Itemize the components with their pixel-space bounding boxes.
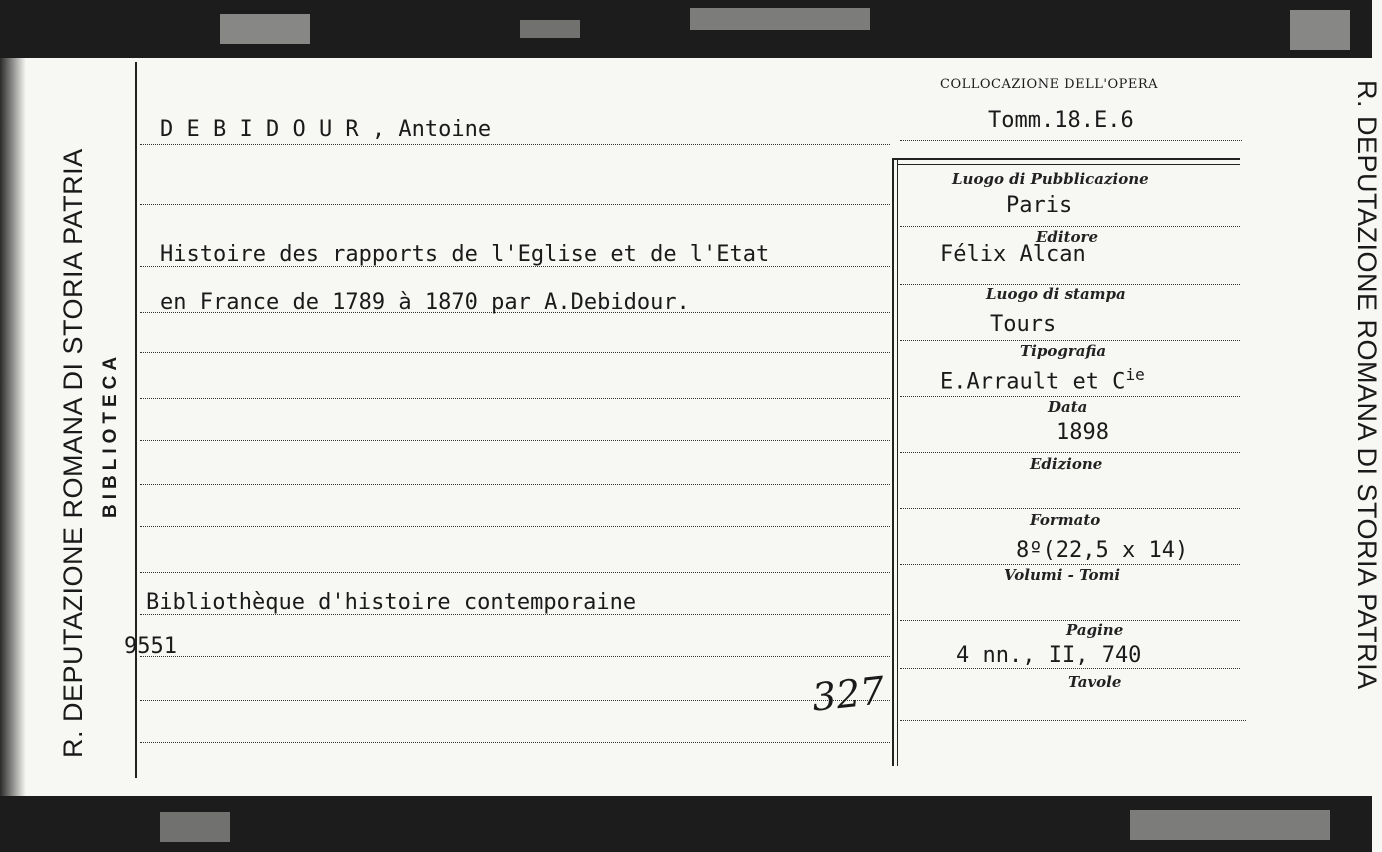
rule-line (900, 564, 1240, 565)
rule-line (140, 742, 890, 743)
pagine-label: Pagine (1066, 621, 1124, 639)
right-panel-rule (892, 158, 894, 766)
editore-value: Félix Alcan (940, 242, 1086, 267)
right-panel-top-rule (892, 158, 1240, 160)
rule-line (140, 440, 890, 441)
series-title: Bibliothèque d'histoire contemporaine (146, 590, 637, 615)
rule-line (900, 720, 1246, 721)
rule-line (900, 226, 1240, 227)
formato-label: Formato (1030, 511, 1101, 529)
rule-line (900, 668, 1240, 669)
rule-line (140, 700, 890, 701)
rule-line (140, 484, 890, 485)
tipografia-value (940, 365, 1145, 394)
tipografia-text: E.Arrault et C (940, 369, 1126, 395)
institution-vertical-left: R. DEPUTAZIONE ROMANA DI STORIA PATRIA (58, 148, 88, 758)
rule-line (900, 396, 1240, 397)
institution-vertical-right: R. DEPUTAZIONE ROMANA DI STORIA PATRIA (1352, 80, 1382, 690)
scan-shadow-left (0, 58, 26, 796)
collocazione-value: Tomm.18.E.6 (988, 108, 1134, 133)
tipografia-label: Tipografia (1020, 342, 1107, 360)
handwritten-number: 327 (809, 668, 887, 720)
rule-line (900, 508, 1240, 509)
rule-line (900, 452, 1240, 453)
title-line-1: Histoire des rapports de l'Eglise et de l'Etat (160, 242, 770, 267)
luogo-pubblicazione-value: Paris (1006, 193, 1073, 218)
data-label: Data (1048, 398, 1088, 416)
right-panel-top-rule-inner (897, 164, 1240, 165)
rule-line (140, 352, 890, 353)
edizione-label: Edizione (1030, 455, 1103, 473)
formato-value: 8º(22,5 x 14) (1016, 538, 1189, 563)
rule-line (900, 340, 1240, 341)
pagine-value: 4 nn., II, 740 (956, 643, 1142, 668)
collocazione-label: COLLOCAZIONE DELL'OPERA (940, 77, 1159, 92)
left-margin-rule (135, 62, 137, 778)
rule-line (140, 398, 890, 399)
rule-line (140, 656, 890, 657)
luogo-stampa-value: Tours (990, 312, 1057, 337)
rule-line (900, 140, 1242, 141)
rule-line (140, 144, 890, 145)
tavole-label: Tavole (1068, 673, 1122, 691)
scan-border-top (0, 0, 1372, 58)
scan-border-bottom (0, 796, 1372, 852)
rule-line (140, 526, 890, 527)
biblioteca-vertical-label: BIBLIOTECA (100, 351, 121, 518)
editore-label: Editore (1036, 228, 1098, 246)
volumi-label: Volumi - Tomi (1004, 566, 1121, 584)
author-name: D E B I D O U R , Antoine (160, 117, 492, 142)
rule-line (140, 572, 890, 573)
data-value: 1898 (1056, 420, 1109, 445)
inventory-number: 9551 (124, 634, 177, 659)
luogo-stampa-label: Luogo di stampa (986, 285, 1126, 303)
right-panel-rule-inner (897, 158, 898, 766)
rule-line (140, 204, 890, 205)
luogo-pubblicazione-label: Luogo di Pubblicazione (952, 170, 1149, 188)
tipografia-superscript: ie (1125, 365, 1145, 384)
title-line-2: en France de 1789 à 1870 par A.Debidour. (160, 290, 690, 315)
